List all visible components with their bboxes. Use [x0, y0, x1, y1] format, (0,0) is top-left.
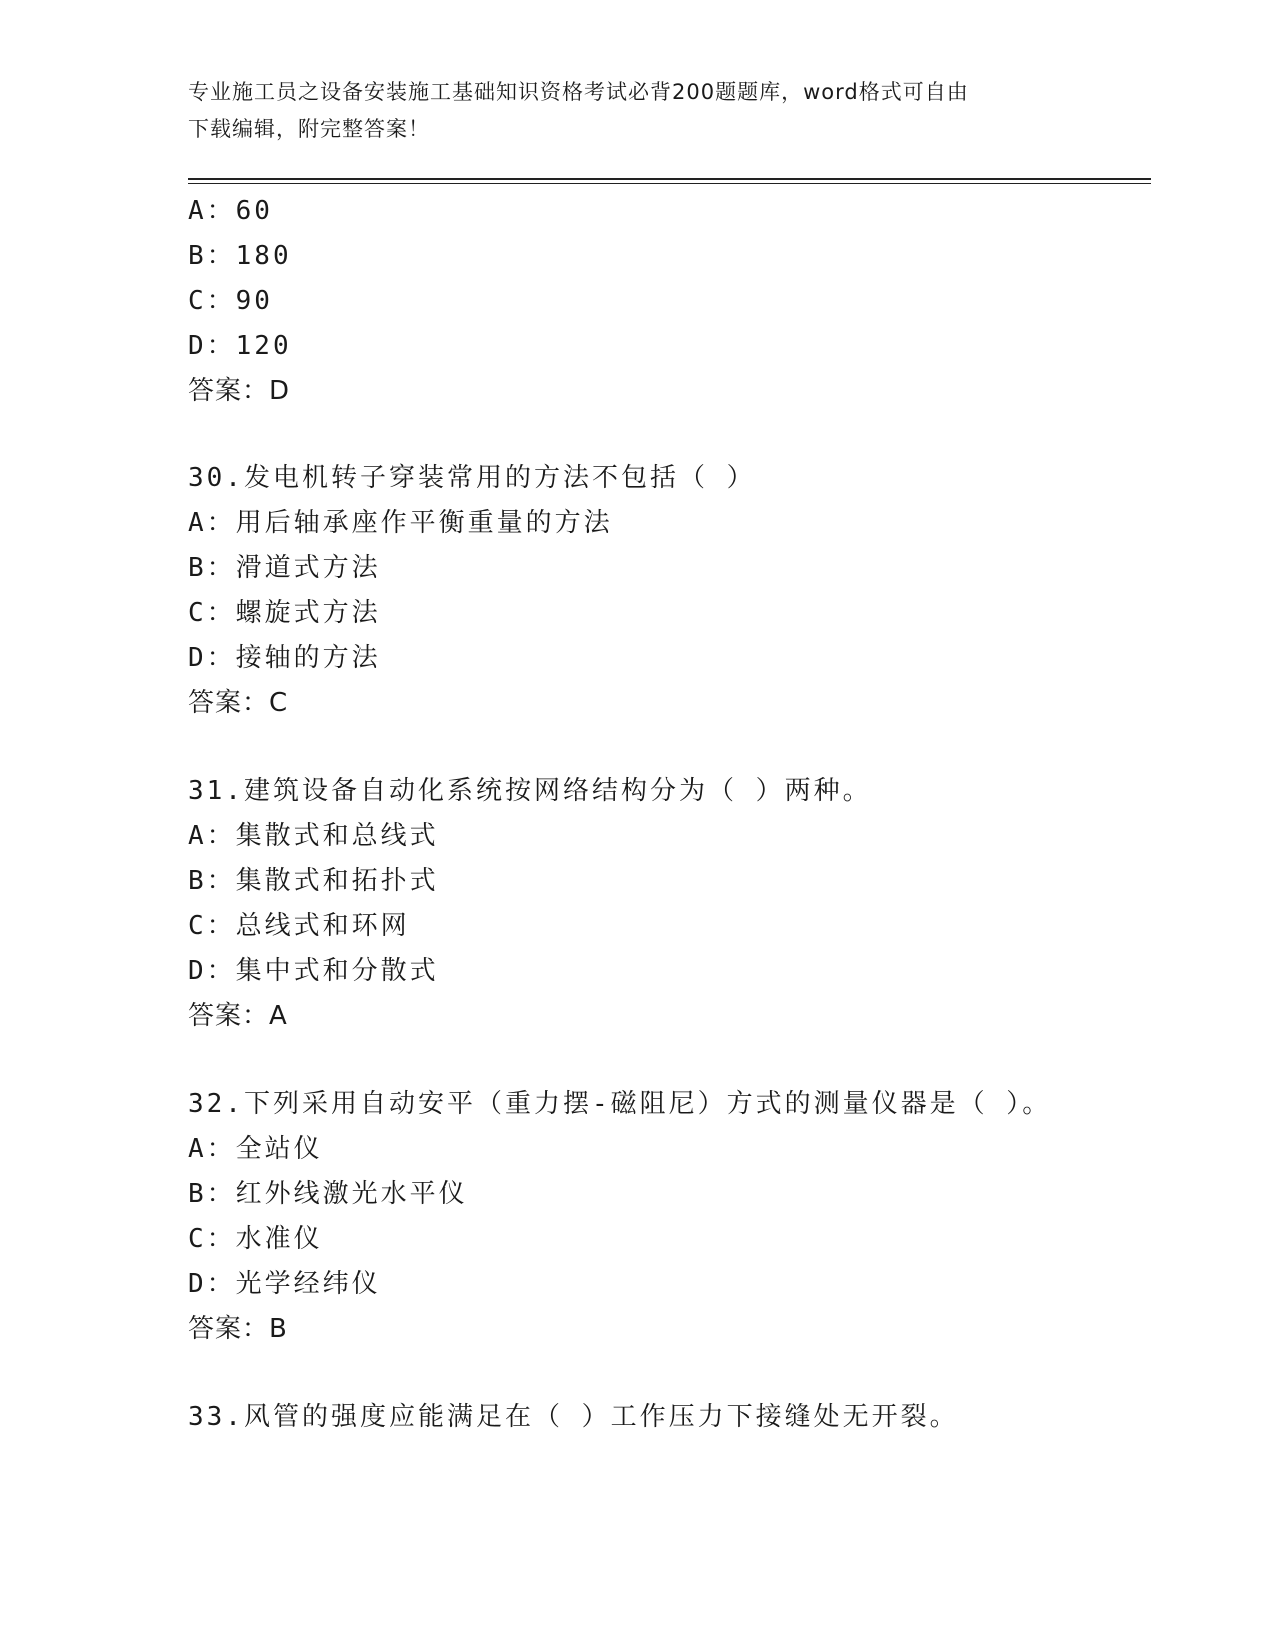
prev-option-c: C：90: [188, 286, 273, 316]
question-32-option-d: D：光学经纬仪: [188, 1269, 381, 1299]
header-line-2: 下载编辑，附完整答案！: [188, 117, 430, 141]
prev-option-b: B：180: [188, 241, 292, 271]
prev-option-d: D：120: [188, 331, 292, 361]
question-31-text: 31.建筑设备自动化系统按网络结构分为（ ）两种。: [188, 776, 872, 806]
question-30-option-d: D：接轴的方法: [188, 643, 381, 673]
question-32-option-a: A：全站仪: [188, 1134, 323, 1164]
question-30-option-a: A：用后轴承座作平衡重量的方法: [188, 508, 613, 538]
header-line-1: 专业施工员之设备安装施工基础知识资格考试必背200题题库，word格式可自由: [188, 80, 969, 104]
question-31-option-a: A：集散式和总线式: [188, 821, 439, 851]
document-header: [188, 74, 1088, 148]
question-31-answer: 答案：A: [188, 1001, 288, 1031]
question-30-answer: 答案：C: [188, 688, 289, 718]
question-32-option-b: B：红外线激光水平仪: [188, 1179, 468, 1209]
question-33-text: 33.风管的强度应能满足在（ ）工作压力下接缝处无开裂。: [188, 1402, 959, 1432]
prev-option-a: A：60: [188, 196, 273, 226]
question-31-option-d: D：集中式和分散式: [188, 956, 439, 986]
question-30-text: 30.发电机转子穿装常用的方法不包括（ ）: [188, 463, 756, 493]
question-30-option-b: B：滑道式方法: [188, 553, 381, 583]
header-rule-thick: [188, 178, 1151, 180]
question-32-text: 32.下列采用自动安平（重力摆-磁阻尼）方式的测量仪器是（ ）。: [188, 1089, 1052, 1119]
question-31-option-b: B：集散式和拓扑式: [188, 866, 439, 896]
question-32-answer: 答案：B: [188, 1314, 288, 1344]
header-rule-thin: [188, 183, 1151, 184]
question-30-option-c: C：螺旋式方法: [188, 598, 381, 628]
question-32-option-c: C：水准仪: [188, 1224, 323, 1254]
prev-answer: 答案：D: [188, 376, 291, 406]
question-31-option-c: C：总线式和环网: [188, 911, 410, 941]
